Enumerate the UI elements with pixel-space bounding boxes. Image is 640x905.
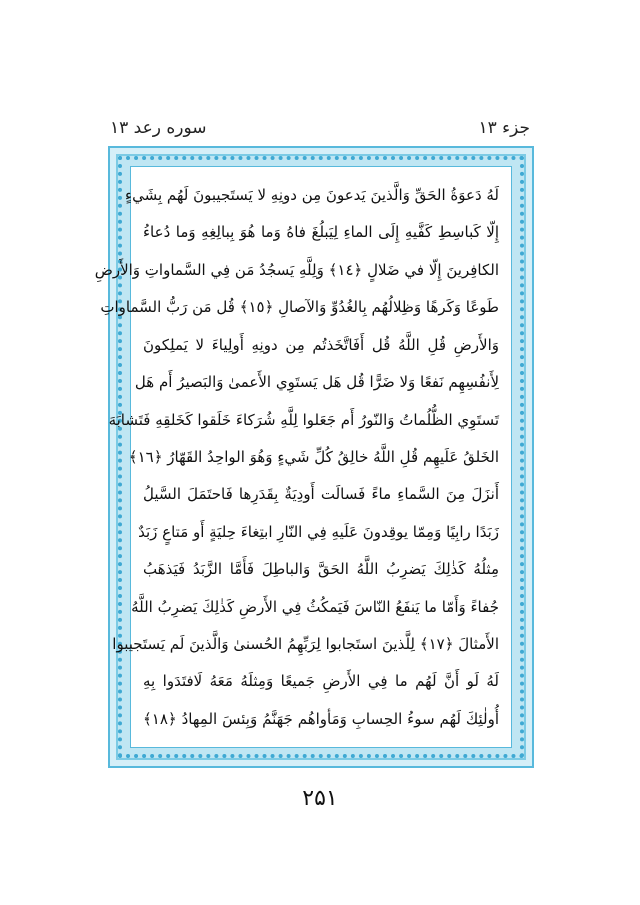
text-line: إِلّا كَباسِطِ كَفَّيهِ إِلَى الماءِ لِيَبلُغَ فاهُ وَما هُوَ بِبالِغِهِ وَما دُعاءُ [143, 223, 499, 242]
text-line: الخَلقُ عَلَيهِم قُلِ اللَّهُ خالِقُ كُلِّ شَيءٍ وَهُوَ الواحِدُ القَهّارُ ﴿١٦﴾ [128, 447, 499, 466]
text-line: جُفاءً وَأَمّا ما يَنفَعُ النّاسَ فَيَمكُثُ فِي الأَرضِ كَذٰلِكَ يَضرِبُ اللَّهُ [131, 597, 499, 616]
verse-lines [94, 177, 499, 737]
text-line: طَوعًا وَكَرهًا وَظِلالُهُم بِالغُدُوِّ وَالآصالِ ﴿١٥﴾ قُل مَن رَبُّ السَّماواتِ [100, 298, 499, 317]
text-line: لَهُ لَو أَنَّ لَهُم ما فِي الأَرضِ جَميعًا وَمِثلَهُ مَعَهُ لَافتَدَوا بِهِ [143, 672, 499, 691]
page-number: ۲۵۱ [302, 786, 338, 811]
text-panel [94, 166, 512, 748]
text-line: لَهُ دَعوَةُ الحَقِّ وَالَّذينَ يَدعونَ مِن دونِهِ لا يَستَجيبونَ لَهُم بِشَيءٍ [125, 186, 499, 204]
text-line: الأَمثالَ ﴿١٧﴾ لِلَّذينَ استَجابوا لِرَبِّهِمُ الحُسنىٰ وَالَّذينَ لَم يَستَجيبوا [112, 635, 499, 654]
juz-label: جزء ۱۳ [478, 118, 530, 138]
text-line: أُولٰئِكَ لَهُم سوءُ الحِسابِ وَمَأواهُم جَهَنَّمُ وَبِئسَ المِهادُ ﴿١٨﴾ [143, 709, 499, 728]
text-line: زَبَدًا رابِيًا وَمِمّا يوقِدونَ عَلَيهِ فِي النّارِ ابتِغاءَ حِليَةٍ أَو مَتاعٍ زَبَدٌ [138, 522, 499, 541]
text-line: تَستَوِي الظُّلُماتُ وَالنّورُ أَم جَعَلوا لِلَّهِ شُرَكاءَ خَلَقوا كَخَلقِهِ فَتَشابَهَ [108, 410, 499, 429]
text-line: مِثلُهُ كَذٰلِكَ يَضرِبُ اللَّهُ الحَقَّ وَالباطِلَ فَأَمَّا الزَّبَدُ فَيَذهَبُ [143, 560, 499, 579]
text-line: أَنزَلَ مِنَ السَّماءِ ماءً فَسالَت أَودِيَةٌ بِقَدَرِها فَاحتَمَلَ السَّيلُ [143, 485, 499, 504]
page-header [110, 118, 530, 142]
text-line: الكافِرينَ إِلّا في ضَلالٍ ﴿١٤﴾ وَلِلَّهِ يَسجُدُ مَن فِي السَّماواتِ وَالأَرضِ [94, 260, 499, 279]
text-line: وَالأَرضِ قُلِ اللَّهُ قُل أَفَاتَّخَذتُم مِن دونِهِ أَولِياءَ لا يَملِكونَ [143, 335, 499, 354]
surah-label: سوره رعد ۱۳ [110, 118, 207, 138]
text-line: لِأَنفُسِهِم نَفعًا وَلا ضَرًّا قُل هَل يَستَوِي الأَعمىٰ وَالبَصيرُ أَم هَل [134, 373, 499, 392]
